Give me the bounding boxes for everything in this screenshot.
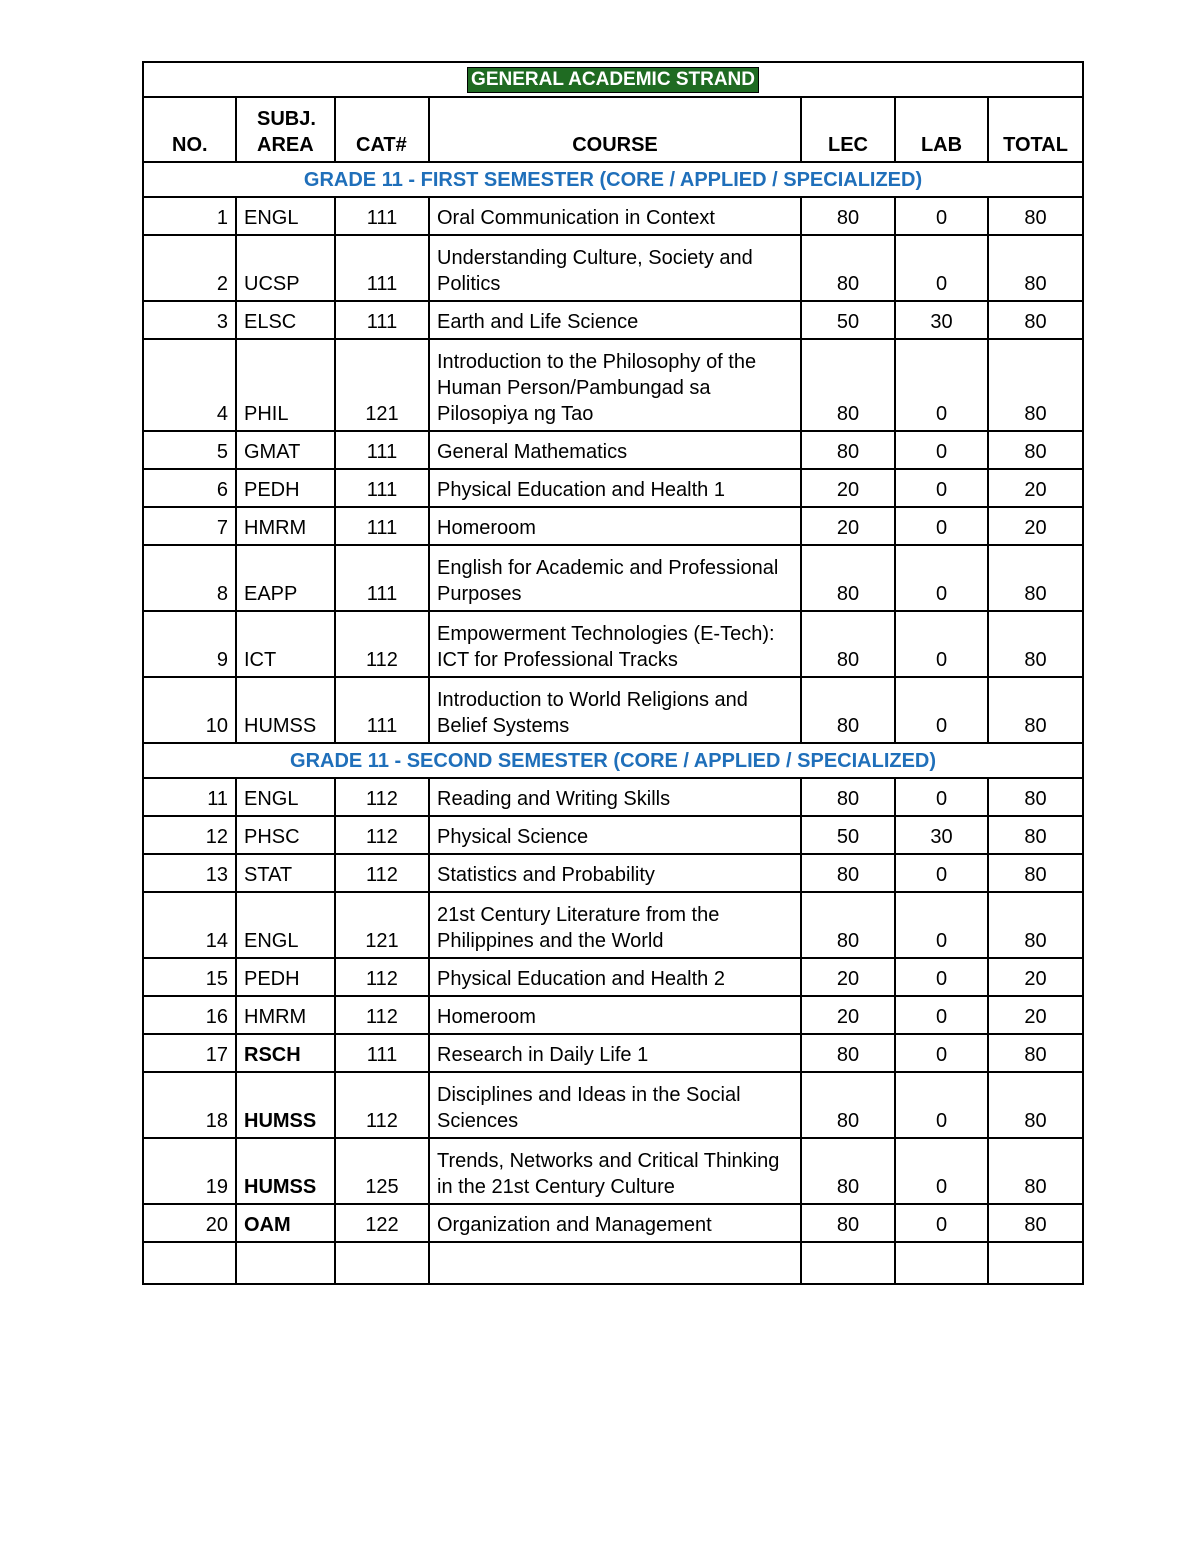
subject-area: ENGL: [236, 892, 335, 958]
catalog-number: 111: [335, 301, 429, 339]
course-title-line: General Mathematics: [437, 441, 628, 463]
course-title: [429, 235, 801, 301]
subject-area: PHIL: [236, 339, 335, 431]
course-row: [143, 958, 1083, 996]
total-hours: 80: [988, 1204, 1083, 1242]
course-title: [429, 1204, 801, 1242]
course-title: [429, 1138, 801, 1204]
total-hours: 80: [988, 235, 1083, 301]
subject-area: PEDH: [236, 958, 335, 996]
catalog-number: 111: [335, 545, 429, 611]
catalog-number: 112: [335, 854, 429, 892]
lecture-hours: 80: [801, 1072, 895, 1138]
course-title: [429, 197, 801, 235]
catalog-number: 121: [335, 339, 429, 431]
empty-cell: [335, 1242, 429, 1284]
total-hours: 80: [988, 545, 1083, 611]
row-number: 5: [143, 431, 236, 469]
lecture-hours: 80: [801, 235, 895, 301]
catalog-number: 112: [335, 958, 429, 996]
header-total: TOTAL: [988, 97, 1083, 162]
header-lab: LAB: [895, 97, 988, 162]
subject-area: RSCH: [236, 1034, 335, 1072]
subject-area: GMAT: [236, 431, 335, 469]
course-title-line: Physical Education and Health 2: [437, 968, 725, 990]
catalog-number: 111: [335, 235, 429, 301]
lecture-hours: 80: [801, 431, 895, 469]
catalog-number: 111: [335, 431, 429, 469]
semester-heading-row: [143, 743, 1083, 778]
lecture-hours: 80: [801, 545, 895, 611]
lab-hours: 30: [895, 816, 988, 854]
catalog-number: 122: [335, 1204, 429, 1242]
subject-area: HUMSS: [236, 1138, 335, 1204]
course-row: [143, 1204, 1083, 1242]
course-row: [143, 611, 1083, 677]
course-title-line: Pilosopiya ng Tao: [437, 403, 594, 425]
total-hours: 80: [988, 677, 1083, 743]
total-hours: 80: [988, 1138, 1083, 1204]
empty-cell: [143, 1242, 236, 1284]
course-title-line: Politics: [437, 273, 501, 295]
course-title: [429, 301, 801, 339]
lab-hours: 0: [895, 235, 988, 301]
course-title: [429, 1034, 801, 1072]
total-hours: 80: [988, 431, 1083, 469]
course-row: [143, 1072, 1083, 1138]
row-number: 12: [143, 816, 236, 854]
course-title: [429, 339, 801, 431]
course-title-line: 21st Century Literature from the: [437, 904, 720, 926]
subject-area: ICT: [236, 611, 335, 677]
row-number: 13: [143, 854, 236, 892]
empty-cell: [429, 1242, 801, 1284]
lab-hours: 0: [895, 958, 988, 996]
course-row: [143, 507, 1083, 545]
course-title: [429, 545, 801, 611]
lecture-hours: 20: [801, 469, 895, 507]
total-hours: 80: [988, 1034, 1083, 1072]
lab-hours: 0: [895, 677, 988, 743]
course-title-line: Understanding Culture, Society and: [437, 247, 753, 269]
course-row: [143, 545, 1083, 611]
lecture-hours: 20: [801, 958, 895, 996]
course-title-line: Philippines and the World: [437, 930, 664, 952]
lecture-hours: 80: [801, 892, 895, 958]
course-title-line: Homeroom: [437, 1006, 536, 1028]
semester-heading: GRADE 11 - FIRST SEMESTER (CORE / APPLIED / SPECIALIZED): [143, 162, 1083, 197]
course-row: [143, 816, 1083, 854]
course-row: [143, 996, 1083, 1034]
lab-hours: 0: [895, 892, 988, 958]
subject-area: ENGL: [236, 778, 335, 816]
header-row: [143, 97, 1083, 162]
course-title-line: Oral Communication in Context: [437, 207, 715, 229]
course-title: [429, 854, 801, 892]
course-title: [429, 469, 801, 507]
course-title-line: Homeroom: [437, 517, 536, 539]
lecture-hours: 20: [801, 507, 895, 545]
catalog-number: 112: [335, 1072, 429, 1138]
total-hours: 80: [988, 301, 1083, 339]
course-row: [143, 1138, 1083, 1204]
empty-cell: [236, 1242, 335, 1284]
lecture-hours: 80: [801, 339, 895, 431]
row-number: 17: [143, 1034, 236, 1072]
semester-heading-row: [143, 162, 1083, 197]
lab-hours: 0: [895, 854, 988, 892]
row-number: 1: [143, 197, 236, 235]
row-number: 10: [143, 677, 236, 743]
course-row: [143, 301, 1083, 339]
course-row: [143, 1034, 1083, 1072]
course-title: [429, 1072, 801, 1138]
catalog-number: 112: [335, 611, 429, 677]
course-title: [429, 507, 801, 545]
lab-hours: 0: [895, 469, 988, 507]
title-row: [143, 62, 1083, 97]
course-row: [143, 778, 1083, 816]
total-hours: 80: [988, 816, 1083, 854]
course-title-line: Earth and Life Science: [437, 311, 639, 333]
course-title: [429, 431, 801, 469]
row-number: 11: [143, 778, 236, 816]
catalog-number: 112: [335, 816, 429, 854]
course-title: [429, 892, 801, 958]
course-title-line: Organization and Management: [437, 1214, 712, 1236]
header-subj-line1: SUBJ.: [257, 108, 316, 130]
subject-area: PHSC: [236, 816, 335, 854]
course-row: [143, 431, 1083, 469]
lab-hours: 0: [895, 1138, 988, 1204]
lecture-hours: 50: [801, 816, 895, 854]
course-title-line: Research in Daily Life 1: [437, 1044, 649, 1066]
lab-hours: 0: [895, 1034, 988, 1072]
total-hours: 80: [988, 892, 1083, 958]
total-hours: 20: [988, 469, 1083, 507]
lab-hours: 0: [895, 778, 988, 816]
lab-hours: 0: [895, 611, 988, 677]
course-title-line: Physical Education and Health 1: [437, 479, 725, 501]
catalog-number: 111: [335, 469, 429, 507]
subject-area: HMRM: [236, 996, 335, 1034]
course-title: [429, 677, 801, 743]
semester-heading: GRADE 11 - SECOND SEMESTER (CORE / APPLIED / SPECIALIZED): [143, 743, 1083, 778]
lecture-hours: 80: [801, 197, 895, 235]
lab-hours: 0: [895, 507, 988, 545]
course-title-line: Empowerment Technologies (E-Tech):: [437, 623, 775, 645]
header-course: COURSE: [429, 97, 801, 162]
course-title: [429, 996, 801, 1034]
course-title-line: in the 21st Century Culture: [437, 1176, 675, 1198]
lecture-hours: 80: [801, 677, 895, 743]
row-number: 2: [143, 235, 236, 301]
total-hours: 80: [988, 778, 1083, 816]
lecture-hours: 80: [801, 1204, 895, 1242]
course-title: [429, 958, 801, 996]
course-row: [143, 892, 1083, 958]
subject-area: HUMSS: [236, 677, 335, 743]
curriculum-table: [142, 61, 1084, 1285]
course-title-line: Introduction to World Religions and: [437, 689, 748, 711]
total-hours: 20: [988, 507, 1083, 545]
row-number: 9: [143, 611, 236, 677]
course-title-line: Trends, Networks and Critical Thinking: [437, 1150, 780, 1172]
lab-hours: 0: [895, 339, 988, 431]
header-subj-area: [236, 97, 335, 162]
header-subj-line2: AREA: [257, 134, 314, 156]
catalog-number: 112: [335, 996, 429, 1034]
row-number: 18: [143, 1072, 236, 1138]
catalog-number: 112: [335, 778, 429, 816]
course-title-line: Reading and Writing Skills: [437, 788, 671, 810]
subject-area: ENGL: [236, 197, 335, 235]
row-number: 20: [143, 1204, 236, 1242]
row-number: 6: [143, 469, 236, 507]
course-title-line: Introduction to the Philosophy of the: [437, 351, 757, 373]
lab-hours: 30: [895, 301, 988, 339]
course-title-line: ICT for Professional Tracks: [437, 649, 678, 671]
subject-area: HMRM: [236, 507, 335, 545]
subject-area: UCSP: [236, 235, 335, 301]
course-title-line: Statistics and Probability: [437, 864, 655, 886]
course-title: [429, 816, 801, 854]
course-row: [143, 469, 1083, 507]
lab-hours: 0: [895, 1072, 988, 1138]
catalog-number: 121: [335, 892, 429, 958]
catalog-number: 111: [335, 1034, 429, 1072]
row-number: 16: [143, 996, 236, 1034]
empty-cell: [801, 1242, 895, 1284]
lab-hours: 0: [895, 431, 988, 469]
lecture-hours: 80: [801, 1138, 895, 1204]
header-no: NO.: [143, 97, 236, 162]
catalog-number: 111: [335, 197, 429, 235]
empty-cell: [988, 1242, 1083, 1284]
lecture-hours: 80: [801, 1034, 895, 1072]
row-number: 7: [143, 507, 236, 545]
course-title-line: Purposes: [437, 583, 522, 605]
course-title-line: Physical Science: [437, 826, 589, 848]
subject-area: OAM: [236, 1204, 335, 1242]
course-row: [143, 197, 1083, 235]
course-row: [143, 235, 1083, 301]
lecture-hours: 20: [801, 996, 895, 1034]
subject-area: EAPP: [236, 545, 335, 611]
course-title-line: Belief Systems: [437, 715, 570, 737]
course-row: [143, 677, 1083, 743]
total-hours: 80: [988, 339, 1083, 431]
catalog-number: 111: [335, 507, 429, 545]
header-cat: CAT#: [335, 97, 429, 162]
row-number: 3: [143, 301, 236, 339]
lecture-hours: 80: [801, 611, 895, 677]
course-title: [429, 611, 801, 677]
subject-area: PEDH: [236, 469, 335, 507]
total-hours: 20: [988, 958, 1083, 996]
row-number: 14: [143, 892, 236, 958]
strand-title: GENERAL ACADEMIC STRAND: [467, 67, 759, 93]
total-hours: 80: [988, 1072, 1083, 1138]
lab-hours: 0: [895, 1204, 988, 1242]
total-hours: 80: [988, 611, 1083, 677]
course-title-line: Human Person/Pambungad sa: [437, 377, 711, 399]
lecture-hours: 50: [801, 301, 895, 339]
total-hours: 80: [988, 197, 1083, 235]
row-number: 4: [143, 339, 236, 431]
subject-area: HUMSS: [236, 1072, 335, 1138]
lecture-hours: 80: [801, 778, 895, 816]
course-title: [429, 778, 801, 816]
course-row: [143, 854, 1083, 892]
empty-row: [143, 1242, 1083, 1284]
lecture-hours: 80: [801, 854, 895, 892]
course-title-line: English for Academic and Professional: [437, 557, 779, 579]
lab-hours: 0: [895, 197, 988, 235]
row-number: 8: [143, 545, 236, 611]
catalog-number: 125: [335, 1138, 429, 1204]
lab-hours: 0: [895, 545, 988, 611]
lab-hours: 0: [895, 996, 988, 1034]
row-number: 15: [143, 958, 236, 996]
subject-area: ELSC: [236, 301, 335, 339]
subject-area: STAT: [236, 854, 335, 892]
total-hours: 80: [988, 854, 1083, 892]
course-title-line: Disciplines and Ideas in the Social: [437, 1084, 741, 1106]
empty-cell: [895, 1242, 988, 1284]
header-lec: LEC: [801, 97, 895, 162]
course-title-line: Sciences: [437, 1110, 519, 1132]
row-number: 19: [143, 1138, 236, 1204]
catalog-number: 111: [335, 677, 429, 743]
course-row: [143, 339, 1083, 431]
total-hours: 20: [988, 996, 1083, 1034]
